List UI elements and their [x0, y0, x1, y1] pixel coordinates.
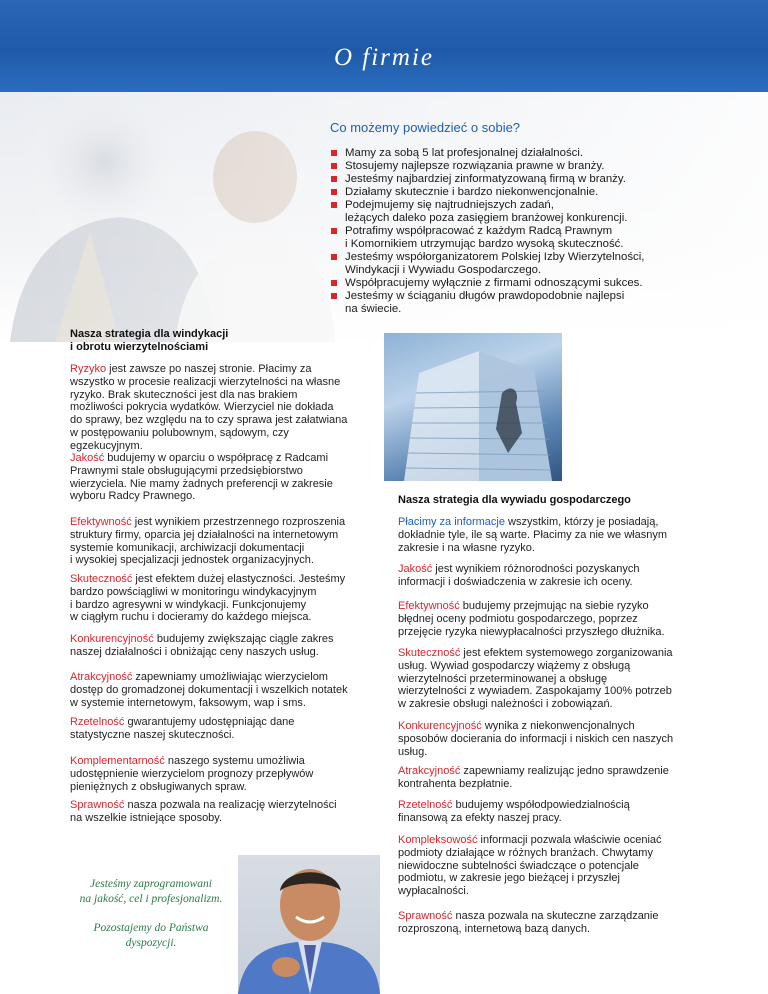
intro-bullet-item: Jesteśmy współorganizatorem Polskiej Izby Wierzytelności, Windykacji i Wywiadu Gospodarczego. — [330, 251, 700, 277]
slogan-quality: Jesteśmy zaprogramowani na jakość, cel i profesjonalizm. — [79, 878, 223, 905]
intro-bullet-list — [330, 147, 700, 316]
strategy-paragraph — [398, 910, 708, 936]
paragraph-keyword: Sprawność — [398, 910, 453, 922]
slogan-availability: Pozostajemy do Państwa dyspozycji. — [93, 922, 209, 949]
strategy-paragraph — [398, 834, 708, 898]
paragraph-text: informacji pozwala właściwie oceniać podmioty działające w różnych branżach. Chwytamy niewidoczne subtelności świadczące o potencjale podmiotu, w zakresie jego bieżącej i przyszłej wypłacalności. — [398, 834, 662, 898]
paragraph-keyword: Płacimy za informacje — [398, 516, 505, 528]
paragraph-keyword: Jakość — [70, 452, 105, 464]
paragraph-text: budujemy zwiększając ciągle zakres naszej działalności i obniżając ceny naszych usług. — [70, 633, 334, 658]
paragraph-text: wynika z niekonwencjonalnych sposobów docierania do informacji i niskich cen naszych usług. — [398, 720, 674, 758]
paragraph-text: jest efektem dużej elastyczności. Jesteśmy bardzo powściągliwi w monitoringu windykacyjnym i bardzo agresywni w windykacji. Funkcjonujemy w ciągłym ruchu i docieramy do każdego miejsca. — [70, 573, 346, 624]
strategy-paragraph — [398, 563, 708, 589]
strategy-paragraph — [70, 671, 380, 709]
paragraph-keyword: Rzetelność — [70, 716, 125, 728]
strategy-paragraph — [398, 799, 708, 825]
paragraph-text: nasza pozwala na skuteczne zarządzanie rozproszoną, internetową bazą danych. — [398, 910, 659, 935]
intro-bullet-item: Jesteśmy najbardziej zinformatyzowaną firmą w branży. — [330, 173, 700, 186]
paragraph-keyword: Jakość — [398, 563, 433, 575]
strategy-paragraph — [70, 716, 380, 742]
office-building-photo — [384, 333, 562, 481]
paragraph-text: jest efektem systemowego zorganizowania usług. Wywiad gospodarczy wiążemy z obsługą wierzytelności przeterminowanej a obsługę wierzytelności z wywiadem. Zaspokajamy 100% potrzeb w zakresie obsługi należności i zobowiązań. — [398, 647, 673, 711]
strategy-paragraph — [70, 755, 380, 793]
intro-question: Co możemy powiedzieć o sobie? — [330, 120, 521, 135]
page-title: O firmie — [333, 44, 435, 71]
paragraph-keyword: Atrakcyjność — [70, 671, 133, 683]
right-section-heading: Nasza strategia dla wywiadu gospodarczego — [398, 494, 631, 506]
strategy-paragraph — [398, 600, 708, 638]
strategy-paragraph — [70, 452, 380, 503]
paragraph-text: nasza pozwala na realizację wierzytelności na wszelkie istniejące sposoby. — [70, 799, 337, 824]
paragraph-text: zapewniamy umożliwiając wierzycielom dostęp do gromadzonej dokumentacji i wszelkich notatek w systemie internetowym, faksowym, wap i sms. — [70, 671, 348, 709]
paragraph-keyword: Rzetelność — [398, 799, 453, 811]
paragraph-text: gwarantujemy udostępniając dane statystyczne naszej skuteczności. — [70, 716, 295, 741]
strategy-paragraph — [398, 765, 708, 791]
strategy-paragraph — [398, 647, 708, 711]
strategy-paragraph — [398, 720, 708, 758]
paragraph-keyword: Konkurencyjność — [398, 720, 482, 732]
paragraph-keyword: Atrakcyjność — [398, 765, 461, 777]
paragraph-keyword: Sprawność — [70, 799, 125, 811]
paragraph-keyword: Skuteczność — [398, 647, 461, 659]
paragraph-text: wszystkim, którzy je posiadają, dokładnie tyle, ile są warte. Płacimy za nie we własnym zakresie i na własne ryzyko. — [398, 516, 668, 554]
intro-bullet-item: Współpracujemy wyłącznie z firmami odnoszącymi sukces. — [330, 277, 700, 290]
paragraph-text: jest wynikiem różnorodności pozyskanych informacji i doświadczenia w zakresie ich oceny. — [398, 563, 640, 588]
strategy-paragraph — [398, 516, 708, 554]
intro-bullet-item: Działamy skutecznie i bardzo niekonwencjonalnie. — [330, 186, 700, 199]
paragraph-text: zapewniamy realizując jedno sprawdzenie kontrahenta bezpłatnie. — [398, 765, 669, 790]
paragraph-keyword: Skuteczność — [70, 573, 133, 585]
intro-bullet-item: Jesteśmy w ściąganiu długów prawdopodobnie najlepsi na świecie. — [330, 290, 700, 316]
paragraph-text: jest wynikiem przestrzennego rozproszenia struktury firmy, oparcia jej działalności na internetowym systemie komunikacji, archiwizacji dokumentacji i wysokiej specjalizacji jednostek organizacyjnych. — [70, 516, 346, 567]
paragraph-text: budujemy w oparciu o współpracę z Radcami Prawnymi stale obsługującymi przedsiębiorstwo wierzyciela. Nie mamy żadnych preferencji w zakresie wyboru Radcy Prawnego. — [70, 452, 333, 503]
strategy-paragraph — [70, 516, 380, 567]
strategy-paragraph — [70, 799, 380, 825]
strategy-paragraph — [70, 573, 380, 624]
paragraph-keyword: Konkurencyjność — [70, 633, 154, 645]
intro-bullet-item: Podejmujemy się najtrudniejszych zadań, leżących daleko poza zasięgiem branżowej konkurencji. — [330, 199, 700, 225]
strategy-paragraph — [70, 633, 380, 659]
paragraph-text: jest zawsze po naszej stronie. Płacimy za wszystko w procesie realizacji wierzytelności na własne ryzyko. Brak skuteczności jest dla nas brakiem możliwości pokrycia wydatków. Wierzyciel nie dokłada do sprawy, bez względu na to czy sprawa jest załatwiana w postępowaniu polubownym, sądowym, czy egzekucyjnym. — [70, 363, 348, 452]
paragraph-keyword: Efektywność — [398, 600, 460, 612]
left-section-heading: Nasza strategia dla windykacji i obrotu wierzytelnościami — [70, 328, 229, 353]
paragraph-text: budujemy współodpowiedzialnością finansową za efekty naszej pracy. — [398, 799, 630, 824]
paragraph-keyword: Ryzyko — [70, 363, 107, 375]
paragraph-text: naszego systemu umożliwia udostępnienie wierzycielom prognozy przepływów pieniężnych z obsługiwanych spraw. — [70, 755, 314, 793]
intro-bullet-item: Potrafimy współpracować z każdym Radcą Prawnym i Komornikiem utrzymując bardzo wysoką skuteczność. — [330, 225, 700, 251]
strategy-paragraph — [70, 363, 380, 453]
paragraph-keyword: Komplementarność — [70, 755, 165, 767]
paragraph-keyword: Efektywność — [70, 516, 132, 528]
paragraph-text: budujemy przejmując na siebie ryzyko błędnej oceny podmiotu gospodarczego, poprzez przejęcie ryzyka niewypłacalności przyszłego dłużnika. — [398, 600, 665, 638]
intro-bullet-item: Mamy za sobą 5 lat profesjonalnej działalności. — [330, 147, 700, 160]
paragraph-keyword: Kompleksowość — [398, 834, 478, 846]
businessman-photo — [238, 855, 380, 994]
intro-bullet-item: Stosujemy najlepsze rozwiązania prawne w branży. — [330, 160, 700, 173]
